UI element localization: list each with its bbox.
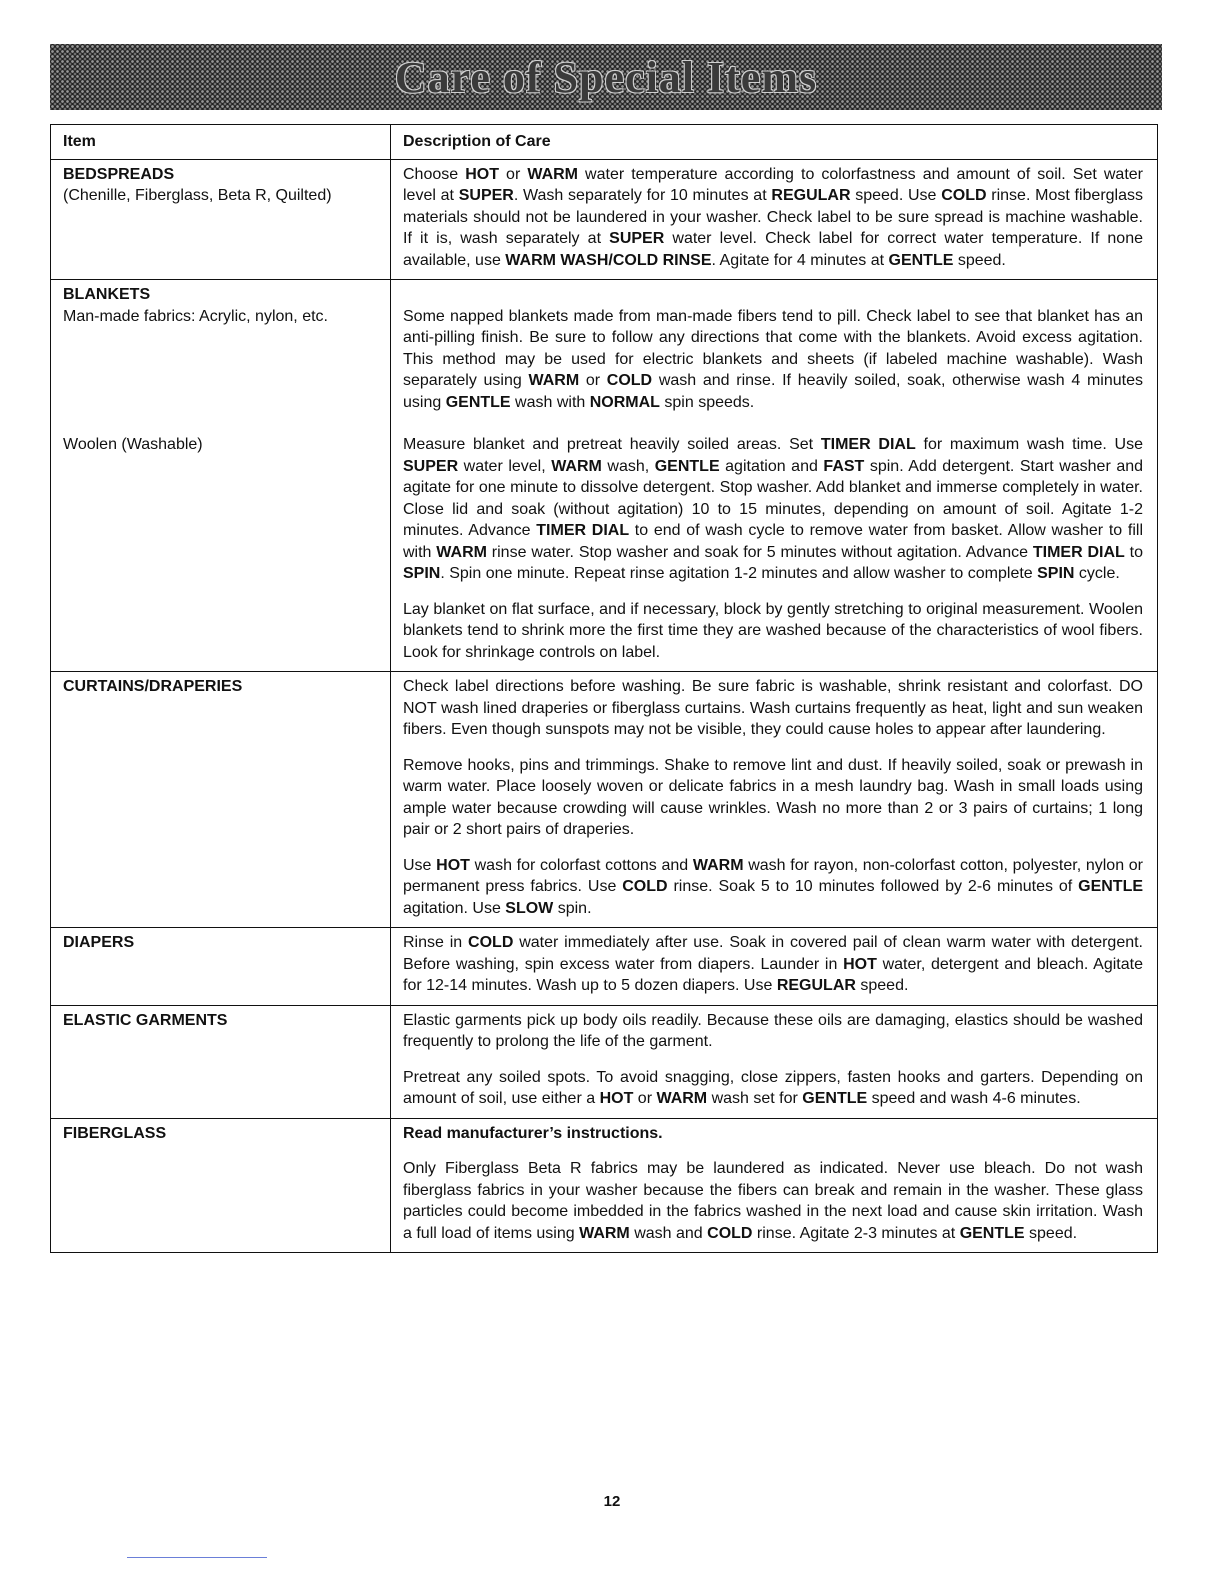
item-name: BEDSPREADS	[63, 165, 175, 183]
description-cell	[391, 280, 1158, 672]
item-cell	[51, 1005, 391, 1118]
item-name: ELASTIC GARMENTS	[63, 1011, 228, 1029]
sub-item-description	[403, 434, 1143, 663]
description-cell	[391, 1118, 1158, 1253]
table-body	[51, 159, 1158, 1253]
care-paragraph: Elastic garments pick up body oils readily. Because these oils are damaging, elastics should be washed frequently to prolong the life of the garment.	[403, 1011, 1143, 1050]
care-paragraph: Use HOT wash for colorfast cottons and WARM wash for rayon, non-colorfast cotton, polyester, nylon or permanent press fabrics. Use COLD rinse. Soak 5 to 10 minutes followed by 2-6 minutes of GENTLE agitation. Use SLOW spin.	[403, 856, 1144, 917]
table-row	[51, 280, 1158, 672]
table-header-row	[51, 125, 1158, 160]
sub-item-label: Woolen (Washable)	[63, 436, 203, 453]
care-paragraph: Choose HOT or WARM water temperature according to colorfastness and amount of soil. Set water level at SUPER. Wash separately for 10 minutes at REGULAR speed. Use COLD rinse. Most fiberglass materials should not be laundered in your washer. Check label to be sure spread is machine washable. If it is, wash separately at SUPER water level. Check label for correct water temperature. If none available, use WARM WASH/COLD RINSE. Agitate for 4 minutes at GENTLE speed.	[403, 165, 1144, 269]
care-paragraph: Pretreat any soiled spots. To avoid snagging, close zippers, fasten hooks and garters. Depending on amount of soil, use either a HOT or WARM wash set for GENTLE speed and wash 4-6 minutes.	[403, 1068, 1143, 1107]
item-cell	[51, 1118, 391, 1253]
section-banner	[50, 44, 1162, 110]
care-table	[50, 124, 1158, 1253]
item-name: BLANKETS	[63, 286, 151, 303]
description-spacer	[403, 284, 1143, 306]
item-name: CURTAINS/DRAPERIES	[63, 678, 243, 695]
banner-title: Care of Special Items	[394, 52, 818, 102]
care-paragraph: Measure blanket and pretreat heavily soiled areas. Set TIMER DIAL for maximum wash time. Use SUPER water level, WARM wash, GENTLE agitation and FAST spin. Add detergent. Start washer and agitate for one minute to dissolve detergent. Stop washer. Add blanket and immerse completely in water. Close lid and soak (without agitation) 10 to 15 minutes, depending on amount of soil. Agitate 1-2 minutes. Advance TIMER DIAL to end of wash cycle to remove water from basket. Allow washer to fill with WARM rinse water. Stop washer and soak for 5 minutes without agitation. Advance TIMER DIAL to SPIN. Spin one minute. Repeat rinse agitation 1-2 minutes and allow washer to complete SPIN cycle.	[403, 436, 1144, 582]
item-cell	[51, 928, 391, 1006]
description-cell	[391, 928, 1158, 1006]
item-name: DIAPERS	[63, 934, 135, 951]
table-row	[51, 928, 1158, 1006]
item-cell	[51, 280, 391, 672]
care-paragraph: Some napped blankets made from man-made fibers tend to pill. Check label to see that blanket has an anti-pilling finish. Be sure to follow any directions that come with the blankets. Avoid excess agitation. This method may be used for electric blankets and sheets (if labeled machine washable). Wash separately using WARM or COLD wash and rinse. If heavily soiled, soak, otherwise wash 4 minutes using GENTLE wash with NORMAL spin speeds.	[403, 307, 1143, 411]
care-paragraph: Read manufacturer’s instructions.	[403, 1124, 663, 1142]
item-note: (Chenille, Fiberglass, Beta R, Quilted)	[63, 187, 332, 204]
table-row	[51, 1005, 1158, 1118]
page-number: 12	[603, 1493, 621, 1510]
description-cell	[391, 159, 1158, 280]
care-paragraph: Only Fiberglass Beta R fabrics may be laundered as indicated. Never use bleach. Do not wash fiberglass fabrics in your washer because the fibers can break and remain in the washer. These glass particles could become imbedded in the fabrics washed in the next load and cause skin irritation. Wash a full load of items using WARM wash and COLD rinse. Agitate 2-3 minutes at GENTLE speed.	[403, 1160, 1143, 1242]
header-description: Description of Care	[391, 125, 1158, 160]
bottom-rule	[127, 1557, 267, 1558]
item-name: FIBERGLASS	[63, 1124, 167, 1142]
care-paragraph: Check label directions before washing. Be sure fabric is washable, shrink resistant and colorfast. DO NOT wash lined draperies or fiberglass curtains. Wash curtains frequently as heat, light and sun weaken fibers. Even though sunspots may not be visible, they could cause holes to appear after laundering.	[403, 678, 1143, 738]
item-cell	[51, 159, 391, 280]
table-row	[51, 1118, 1158, 1253]
table-row	[51, 159, 1158, 280]
description-cell	[391, 672, 1158, 928]
item-cell	[51, 672, 391, 928]
sub-item-description	[403, 306, 1143, 414]
header-item: Item	[51, 125, 391, 160]
care-paragraph: Lay blanket on flat surface, and if necessary, block by gently stretching to original measurement. Woolen blankets tend to shrink more the first time they are washed because of the characteristics of wool fibers. Look for shrinkage controls on label.	[403, 600, 1143, 661]
description-cell	[391, 1005, 1158, 1118]
sub-item-label: Man-made fabrics: Acrylic, nylon, etc.	[63, 307, 328, 325]
care-paragraph: Remove hooks, pins and trimmings. Shake to remove lint and dust. If heavily soiled, soak or prewash in warm water. Place loosely woven or delicate fabrics in a mesh laundry bag. Wash in small loads using ample water because crowding will cause wrinkles. Wash no more than 2 or 3 pairs of curtains; 1 long pair or 2 short pairs of draperies.	[403, 756, 1143, 838]
care-paragraph: Rinse in COLD water immediately after use. Soak in covered pail of clean warm water with detergent. Before washing, spin excess water from diapers. Launder in HOT water, detergent and bleach. Agitate for 12-14 minutes. Wash up to 5 dozen diapers. Use REGULAR speed.	[403, 934, 1144, 994]
table-row	[51, 672, 1158, 928]
